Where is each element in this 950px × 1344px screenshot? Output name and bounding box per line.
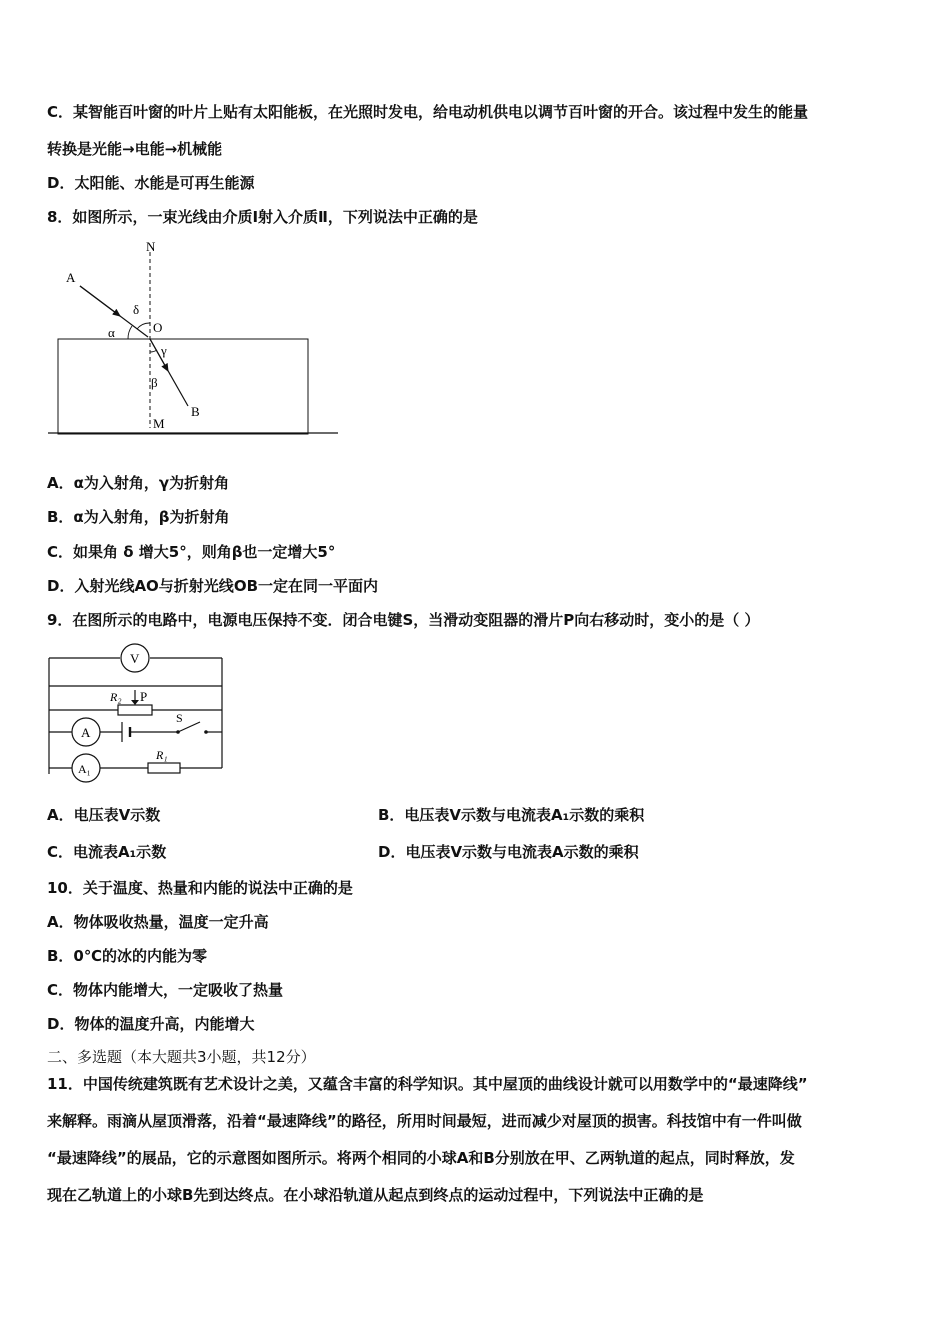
label-A: A <box>81 725 91 740</box>
label-delta: δ <box>133 302 140 317</box>
q9-option-d: D．电压表V示数与电流表A示数的乘积 <box>378 843 639 861</box>
q10-stem: 10．关于温度、热量和内能的说法中正确的是 <box>47 879 353 897</box>
label-P: P <box>140 689 148 704</box>
q10-option-c: C．物体内能增大，一定吸收了热量 <box>47 981 284 999</box>
rheostat-r2 <box>118 705 152 715</box>
label-O: O <box>153 320 163 335</box>
label-V: V <box>130 651 140 666</box>
q7-option-d: D．太阳能、水能是可再生能源 <box>47 174 255 192</box>
q7-option-c-line1: C．某智能百叶窗的叶片上贴有太阳能板，在光照时发电，给电动机供电以调节百叶窗的开合。该过程中发生的能量 <box>47 103 809 121</box>
label-M: M <box>153 416 165 431</box>
q9-option-c: C．电流表A₁示数 <box>47 843 167 861</box>
circuit-diagram <box>40 642 240 788</box>
q8-option-a: A．α为入射角，γ为折射角 <box>47 474 230 492</box>
label-R2: R₂ <box>110 690 122 704</box>
q7-option-c-line2: 转换是光能→电能→机械能 <box>47 140 223 158</box>
alpha-arc <box>128 326 132 339</box>
label-A: A <box>66 270 76 285</box>
label-R1: R₁ <box>156 748 168 762</box>
refraction-diagram <box>40 238 350 438</box>
q9-option-b: B．电压表V示数与电流表A₁示数的乘积 <box>378 806 645 824</box>
gamma-arc <box>150 350 157 352</box>
q8-option-c: C．如果角 δ 增大5°，则角β也一定增大5° <box>47 543 336 561</box>
label-B: B <box>191 404 200 419</box>
medium-block <box>58 339 308 434</box>
label-gamma: γ <box>161 343 167 358</box>
q11-line1: 11．中国传统建筑既有艺术设计之美，又蕴含丰富的科学知识。其中屋顶的曲线设计就可以用数学中的“最速降线” <box>47 1075 808 1093</box>
label-S: S <box>176 711 183 725</box>
q8-option-d: D．入射光线AO与折射光线OB一定在同一平面内 <box>47 577 378 595</box>
label-beta: β <box>151 375 158 390</box>
label-A1: A₁ <box>78 762 91 776</box>
label-alpha: α <box>108 325 115 340</box>
q10-option-a: A．物体吸收热量，温度一定升高 <box>47 913 269 931</box>
q11-line4: 现在乙轨道上的小球B先到达终点。在小球沿轨道从起点到终点的运动过程中，下列说法中正确的是 <box>47 1186 704 1204</box>
q8-stem: 8．如图所示，一束光线由介质Ⅰ射入介质Ⅱ，下列说法中正确的是 <box>47 208 478 226</box>
q9-stem: 9．在图所示的电路中，电源电压保持不变．闭合电键S，当滑动变阻器的滑片P向右移动时，变小的是（ ） <box>47 611 760 629</box>
section-heading-multi-choice: 二、多选题（本大题共3小题，共12分） <box>47 1048 316 1066</box>
q11-line3: “最速降线”的展品，它的示意图如图所示。将两个相同的小球A和B分别放在甲、乙两轨道的起点，同时释放，发 <box>47 1149 795 1167</box>
q9-option-a: A．电压表V示数 <box>47 806 161 824</box>
delta-arc <box>137 323 150 329</box>
q10-option-d: D．物体的温度升高，内能增大 <box>47 1015 255 1033</box>
resistor-r1 <box>148 763 180 773</box>
q10-option-b: B．0℃的冰的内能为零 <box>47 947 208 965</box>
q8-option-b: B．α为入射角，β为折射角 <box>47 508 230 526</box>
label-N: N <box>146 239 156 254</box>
q11-line2: 来解释。雨滴从屋顶滑落，沿着“最速降线”的路径，所用时间最短，进而减少对屋顶的损害。科技馆中有一件叫做 <box>47 1112 802 1130</box>
